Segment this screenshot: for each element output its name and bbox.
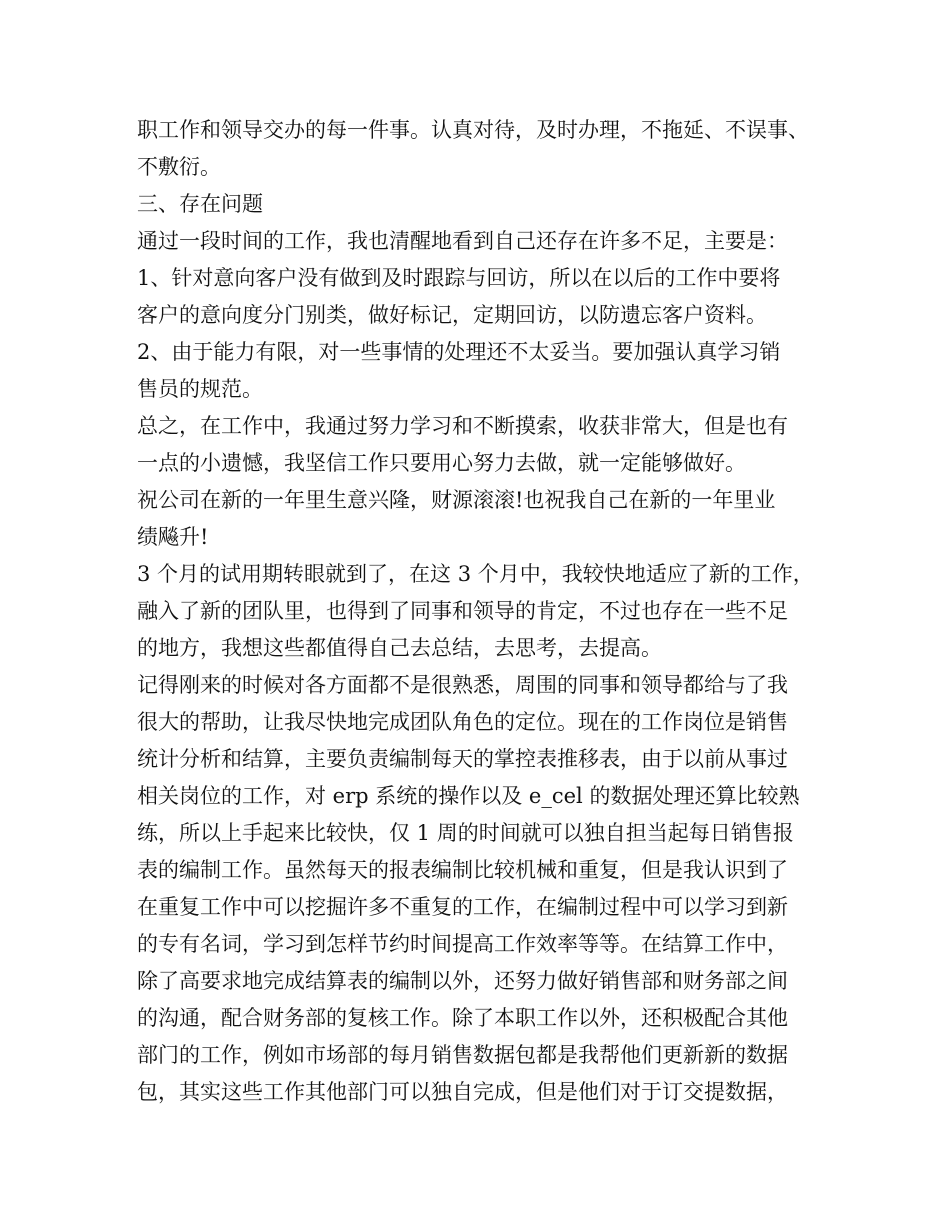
text-line: 客户的意向度分门别类，做好标记，定期回访，以防遗忘客户资料。 — [137, 303, 767, 327]
text-line: 职工作和领导交办的每一件事。认真对待，及时办理，不拖延、不误事、 — [137, 118, 809, 142]
text-line: 的沟通，配合财务部的复核工作。除了本职工作以外，还积极配合其他 — [137, 1006, 788, 1030]
text-line: 祝公司在新的一年里生意兴隆，财源滚滚!也祝我自己在新的一年里业 — [137, 488, 776, 512]
text-line: 部门的工作，例如市场部的每月销售数据包都是我帮他们更新新的数据 — [137, 1043, 788, 1067]
text-line: 记得刚来的时候对各方面都不是很熟悉，周围的同事和领导都给与了我 — [137, 673, 788, 697]
text-line: 相关岗位的工作，对 erp 系统的操作以及 e_cel 的数据处理还算比较熟 — [137, 784, 800, 808]
text-line: 3 个月的试用期转眼就到了，在这 3 个月中，我较快地适应了新的工作， — [137, 562, 814, 586]
section-heading: 三、存在问题 — [137, 192, 263, 216]
text-line: 的专有名词，学习到怎样节约时间提高工作效率等等。在结算工作中， — [137, 932, 788, 956]
text-line: 练，所以上手起来比较快，仅 1 周的时间就可以独自担当起每日销售报 — [137, 821, 794, 845]
text-line: 除了高要求地完成结算表的编制以外，还努力做好销售部和财务部之间 — [137, 969, 788, 993]
text-line: 1、针对意向客户没有做到及时跟踪与回访，所以在以后的工作中要将 — [137, 266, 781, 290]
text-line: 绩飚升! — [137, 525, 209, 549]
text-line: 很大的帮助，让我尽快地完成团队角色的定位。现在的工作岗位是销售 — [137, 710, 788, 734]
text-line: 融入了新的团队里，也得到了同事和领导的肯定，不过也存在一些不足 — [137, 599, 788, 623]
document-body — [137, 112, 837, 1111]
text-line: 总之，在工作中，我通过努力学习和不断摸索，收获非常大，但是也有 — [137, 414, 788, 438]
text-line: 的地方，我想这些都值得自己去总结，去思考，去提高。 — [137, 636, 662, 660]
text-line: 售员的规范。 — [137, 377, 263, 401]
text-line: 一点的小遗憾，我坚信工作只要用心努力去做，就一定能够做好。 — [137, 451, 746, 475]
text-line: 在重复工作中可以挖掘许多不重复的工作，在编制过程中可以学习到新 — [137, 895, 788, 919]
text-line: 表的编制工作。虽然每天的报表编制比较机械和重复，但是我认识到了 — [137, 858, 788, 882]
text-line: 统计分析和结算，主要负责编制每天的掌控表推移表，由于以前从事过 — [137, 747, 788, 771]
text-line: 包，其实这些工作其他部门可以独自完成，但是他们对于订交提数据， — [137, 1080, 788, 1104]
text-line: 不敷衍。 — [137, 155, 221, 179]
text-line: 通过一段时间的工作，我也清醒地看到自己还存在许多不足，主要是： — [137, 229, 788, 253]
text-line: 2、由于能力有限，对一些事情的处理还不太妥当。要加强认真学习销 — [137, 340, 781, 364]
